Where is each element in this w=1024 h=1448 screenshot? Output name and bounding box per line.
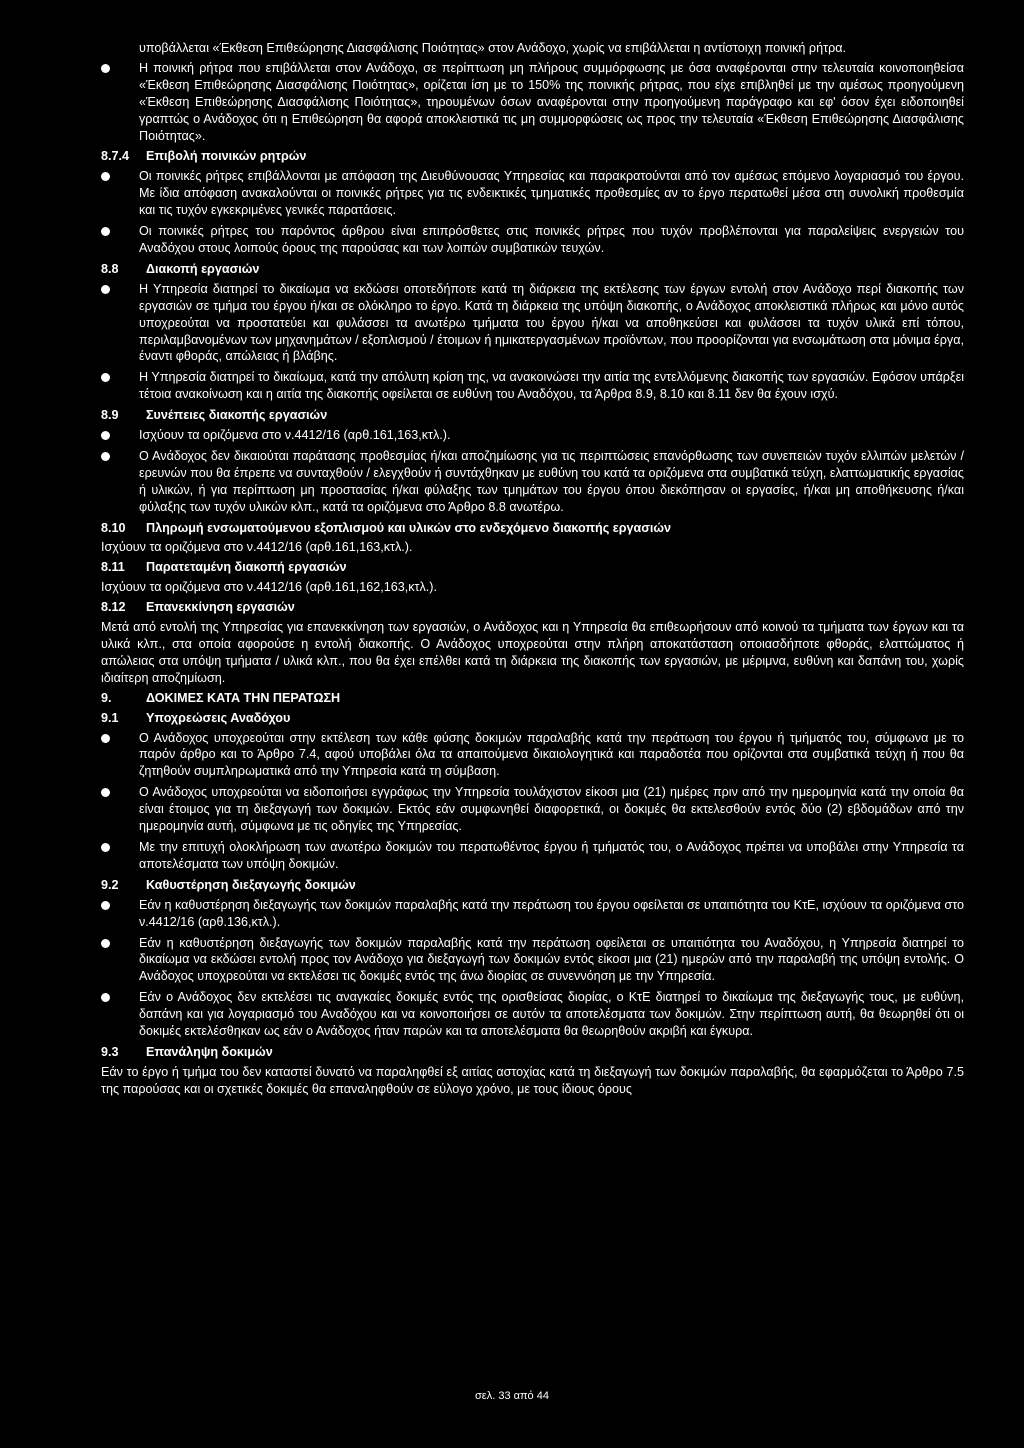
list-item: Οι ποινικές ρήτρες επιβάλλονται με απόφαση της Διευθύνουσας Υπηρεσίας και παρακρατούνται από τον αμέσως επόμενο λογαριασμό του έργου. Με ίδια απόφαση ανακαλούνται οι ποινικές ρήτρες για τις ενδεικτικές τμηματικές προθεσμίες αν το έργο περατωθεί μέσα στη συνολική προθεσμία και τις τυχόν εγκεκριμένες γενικές παρατάσεις. (101, 168, 964, 219)
list-item: Εάν ο Ανάδοχος δεν εκτελέσει τις αναγκαίες δοκιμές εντός της ορισθείσας διορίας, ο ΚτΕ διατηρεί το δικαίωμα της διεξαγωγής τους, με ευθύνη, δαπάνη και για λογαριασμό του Αναδόχου και να κοινοποιήσει σε αυτόν τα αποτελέσματα των δοκιμών. Στην περίπτωση αυτή, θα θεωρηθεί ότι οι δοκιμές εκτελέσθηκαν ως εάν ο Ανάδοχος ήταν παρών και τα αποτελέσματα θα θεωρηθούν ακριβή και έγκυρα. (101, 989, 964, 1040)
paragraph: Εάν το έργο ή τμήμα του δεν καταστεί δυνατό να παραληφθεί εξ αιτίας αστοχίας κατά τη διεξαγωγή των δοκιμών παραλαβής, θα εφαρμόζεται το Άρθρο 7.5 της παρούσας και οι σχετικές δοκιμές θα επαναληφθούν σε εύλογο χρόνο, με τους ίδιους όρους (101, 1064, 964, 1096)
section-number: 8.8 (101, 261, 119, 276)
list-item: Η ποινική ρήτρα που επιβάλλεται στον Ανάδοχο, σε περίπτωση μη πλήρους συμμόρφωσης με όσα αναφέρονται στην τελευταία κοινοποιηθείσα «Έκθεση Επιθεώρησης Διασφάλισης Ποιότητας», ορίζεται ίση με το 150% της ποινικής ρήτρας, που είχε επιβληθεί με την αμέσως προηγούμενη «Έκθεση Επιθεώρησης Διασφάλισης Ποιότητας», τηρουμένων όσων αναφέρονται στην προηγούμενη παράγραφο και εφ' όσον έχει ειδοποιηθεί γραπτώς ο Ανάδοχος ότι η Επιθεώρηση θα αφορά αποκλειστικά τις μη συμμορφώσεις ως προς την τελευταία «Έκθεση Επιθεώρησης Διασφάλισης Ποιότητας». (101, 60, 964, 145)
section-number: 8.9 (101, 408, 119, 423)
list-item: Ο Ανάδοχος υποχρεούται να ειδοποιήσει εγγράφως την Υπηρεσία τουλάχιστον είκοσι μια (21) ημέρες πριν από την ημερομηνία κατά την οποία θα είναι έτοιμος για τη διεξαγωγή των δοκιμών. Εκτός εάν συμφωνηθεί διαφορετικά, οι δοκιμές θα εκτελεσθούν εντός δύο (2) εβδομάδων από την ημερομηνία αυτή, σύμφωνα με τις οδηγίες της Υπηρεσίας. (101, 784, 964, 835)
list-item: Οι ποινικές ρήτρες του παρόντος άρθρου είναι επιπρόσθετες στις ποινικές ρήτρες που τυχόν προβλέπονται για παραλείψεις ενεργειών του Αναδόχου στους λοιπούς όρους της παρούσας και των λοιπών συμβατικών τευχών. (101, 223, 964, 257)
section-title: Επανάληψη δοκιμών (146, 1044, 273, 1059)
section-title: Συνέπειες διακοπής εργασιών (146, 408, 328, 423)
list-item: Ο Ανάδοχος δεν δικαιούται παράτασης προθεσμίας ή/και αποζημίωσης για τις περιπτώσεις επανόρθωσης των συνεπειών τυχόν ελλιπών μελετών / ερευνών που θα έπρεπε να συνταχθούν / ελεγχθούν ή συντάχθηκαν με ευθύνη του κατά τα οριζόμενα στα συμβατικά τεύχη, ελαττωματικής εργασίας ή υλικών, ή για περίπτωση μη προστασίας ή/και φύλαξης των τμημάτων του έργου όπου διεκόπησαν οι εργασίες, ή/και μη αποθήκευσης ή/και φύλαξης των τυχόν υλικών κλπ., κατά τα οριζόμενα στο Άρθρο 8.8 ανωτέρω. (101, 448, 964, 516)
list-item: Η Υπηρεσία διατηρεί το δικαίωμα, κατά την απόλυτη κρίση της, να ανακοινώσει την αιτία της εντελλόμενης διακοπής των εργασιών. Εφόσον υπάρξει τέτοια ανακοίνωση και η αιτία της διακοπής οφείλεται σε ευθύνη του Αναδόχου, τα Άρθρα 8.9, 8.10 και 8.11 δεν θα έχουν ισχύ. (101, 369, 964, 403)
section-heading (101, 559, 964, 576)
section-title: Παρατεταμένη διακοπή εργασιών (146, 560, 347, 575)
section-heading (101, 710, 964, 727)
section-number: 9.3 (101, 1044, 119, 1059)
section-heading (101, 261, 964, 278)
section-title: Πληρωμή ενσωματούμενου εξοπλισμού και υλικών στο ενδεχόμενο διακοπής εργασιών (146, 520, 672, 535)
list-item: Ισχύουν τα οριζόμενα στο ν.4412/16 (αρθ.161,163,κτλ.). (101, 427, 964, 444)
page-number: σελ. 33 από 44 (475, 1390, 549, 1402)
paragraph: Μετά από εντολή της Υπηρεσίας για επανεκκίνηση των εργασιών, ο Ανάδοχος και η Υπηρεσία θα επιθεωρήσουν από κοινού τα τμήματα των έργων και τα υλικά κλπ., στα οποία αφορούσε η εντολή διακοπής. Ο Ανάδοχος υποχρεούται στην πλήρη αποκατάσταση οποιασδήποτε φθοράς, ελαττώματος ή απώλειας στα υπόψη τμήματα / υλικά κλπ., που θα έχει επέλθει κατά τη διάρκεια της διακοπής των εργασιών, με μέριμνα, ευθύνη και δαπάνη του, χωρίς ιδιαίτερη αποζημίωση. (101, 620, 964, 685)
list-item: Εάν η καθυστέρηση διεξαγωγής των δοκιμών παραλαβής κατά την περάτωση του έργου οφείλεται σε υπαιτιότητα του ΚτΕ, ισχύουν τα οριζόμενα στο ν.4412/16 (αρθ.136,κτλ.). (101, 897, 964, 931)
section-title: Υποχρεώσεις Αναδόχου (146, 710, 291, 725)
list-item: Εάν η καθυστέρηση διεξαγωγής των δοκιμών παραλαβής κατά την περάτωση οφείλεται σε υπαιτιότητα του Αναδόχου, η Υπηρεσία διατηρεί το δικαίωμα να εκδώσει εντολή προς τον Ανάδοχο για διεξαγωγή των δοκιμών εντός είκοσι μια (21) ημερών από την παραλαβή της υπόψη εντολής. Ο Ανάδοχος υποχρεούται να εκτελέσει τις δοκιμές εντός της άνω διορίας σε συνεννόηση με την Υπηρεσία. (101, 935, 964, 986)
section-number: 9. (101, 690, 112, 705)
section-title: Επανεκκίνηση εργασιών (146, 600, 295, 615)
list-item: Με την επιτυχή ολοκλήρωση των ανωτέρω δοκιμών του περατωθέντος έργου ή τμήματός του, ο Ανάδοχος πρέπει να υποβάλει στην Υπηρεσία τα αποτελέσματα των υπόψη δοκιμών. (101, 839, 964, 873)
section-number: 9.1 (101, 710, 119, 725)
paragraph: Ισχύουν τα οριζόμενα στο ν.4412/16 (αρθ.161,163,κτλ.). (101, 540, 413, 555)
section-title: ΔΟΚΙΜΕΣ ΚΑΤΑ ΤΗΝ ΠΕΡΑΤΩΣΗ (146, 690, 341, 705)
section-number: 8.10 (101, 520, 126, 535)
section-number: 8.7.4 (101, 149, 130, 164)
section-number: 8.12 (101, 600, 126, 615)
paragraph: Ισχύουν τα οριζόμενα στο ν.4412/16 (αρθ.161,162,163,κτλ.). (101, 580, 437, 595)
section-title: Επιβολή ποινικών ρητρών (146, 149, 307, 164)
section-title: Διακοπή εργασιών (146, 261, 260, 276)
section-heading (101, 1044, 964, 1061)
section-heading (101, 148, 964, 165)
section-number: 9.2 (101, 877, 119, 892)
list-item: Ο Ανάδοχος υποχρεούται στην εκτέλεση των κάθε φύσης δοκιμών παραλαβής κατά την περάτωση του έργου ή τμήματός του, σύμφωνα με το παρόν άρθρο και το Άρθρο 7.4, αφού υποβάλει όλα τα απαιτούμενα δικαιολογητικά και παραδοτέα που ορίζονται στα συμβατικά τεύχη ή που θα ζητηθούν συμπληρωματικά από την Υπηρεσία κατά τη σύμβαση. (101, 730, 964, 781)
section-number: 8.11 (101, 560, 125, 575)
section-heading (101, 520, 964, 537)
chapter-heading (101, 690, 964, 707)
section-heading (101, 877, 964, 894)
list-item: Η Υπηρεσία διατηρεί το δικαίωμα να εκδώσει οποτεδήποτε κατά τη διάρκεια της εκτέλεσης των έργων εντολή στον Ανάδοχο περί διακοπής των εργασιών σε τμήμα του έργου ή/και σε ολόκληρο το έργο. Κατά τη διάρκεια της υπόψη διακοπής, ο Ανάδοχος αποκλειστικά πλήρως και μόνο αυτός υποχρεούται να προστατεύει και φυλάσσει τα ανωτέρω τμήματα του έργου ή/και να αποθηκεύσει και φυλάσσει τα τυχόν υλικά επί τόπου, περιλαμβανομένων των μηχανημάτων / εξοπλισμού / έτοιμων ή ημικατεργασμένων προϊόντων, που προορίζονται για ενσωμάτωση στα μόνιμα έργα, έναντι φθοράς, απώλειας ή βλάβης. (101, 281, 964, 366)
section-heading (101, 599, 964, 616)
continuation-text: υποβάλλεται «Έκθεση Επιθεώρησης Διασφάλισης Ποιότητας» στον Ανάδοχο, χωρίς να επιβάλλεται η αντίστοιχη ποινική ρήτρα. (139, 41, 847, 55)
section-heading (101, 407, 964, 424)
section-title: Καθυστέρηση διεξαγωγής δοκιμών (146, 877, 356, 892)
